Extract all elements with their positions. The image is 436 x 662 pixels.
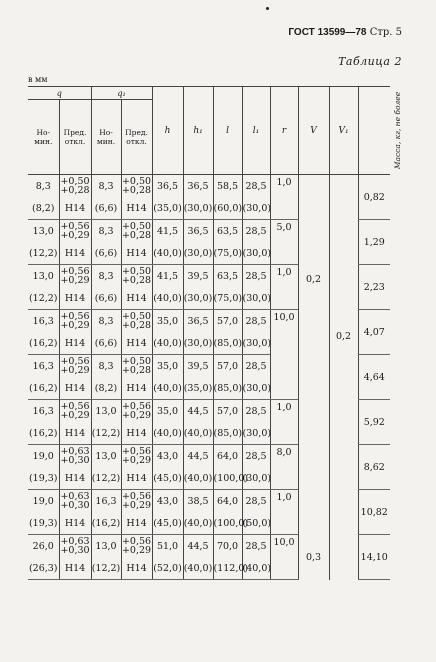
cell-l1: (30,0) [242,467,270,490]
col-q1-nom [91,100,121,175]
cell-qn: (12,2) [28,287,59,310]
cell-qn: 16,3 [32,405,54,417]
cell-q1p: +0,56 +0,29 [121,446,152,466]
cell-h1: (30,0) [183,332,213,355]
cell-q1p: +0,50 +0,28 [121,221,152,241]
col-q1-pred [121,100,152,175]
page-dot [266,7,269,10]
cell-qn: (16,2) [28,332,59,355]
cell-qp: +0,56 +0,29 [60,266,90,286]
cell-l1: 28,5 [242,535,270,558]
cell-q1n: (8,2) [91,377,121,400]
cell-qp: H14 [59,377,91,400]
cell-q1n: 8,3 [91,355,121,378]
cell-h: 35,0 [152,400,183,423]
cell-q1n: (12,2) [91,467,121,490]
cell-v: 0,2 [298,175,329,535]
col-q-pred-label: Пред. откл. [63,128,87,146]
cell-l1: 28,5 [242,400,270,423]
cell-h1: 36,5 [183,220,213,243]
cell-l1: 28,5 [242,220,270,243]
cell-h: (40,0) [152,332,183,355]
cell-qn: 16,3 [32,315,54,327]
cell-h1: 36,5 [183,175,213,198]
cell-l: 58,5 [213,175,242,198]
cell-l1: (30,0) [242,287,270,310]
cell-qp: H14 [59,287,91,310]
cell-l: (60,0) [213,197,242,220]
cell-q1p: +0,50 +0,28 [121,311,152,331]
cell-l1: (30,0) [242,422,270,445]
cell-qp: H14 [59,467,91,490]
cell-l: (85,0) [213,332,242,355]
cell-qn: (19,3) [28,512,59,535]
cell-l1: 28,5 [242,445,270,468]
cell-h: (52,0) [152,557,183,580]
cell-r: 8,0 [270,445,298,490]
cell-qp: +0,63 +0,30 [60,536,90,556]
cell-r: 1,0 [270,265,298,310]
page-header [288,27,402,38]
cell-l: (75,0) [213,242,242,265]
col-v: V [298,87,329,175]
cell-h1: (40,0) [183,512,213,535]
cell-qn: (19,3) [28,467,59,490]
cell-mass: 8,62 [358,445,390,490]
cell-q1p: +0,56 +0,29 [121,536,152,556]
cell-h: 36,5 [152,175,183,198]
cell-qn: 13,0 [32,225,54,237]
cell-qp: H14 [59,332,91,355]
cell-h1: (30,0) [183,287,213,310]
cell-q1p: +0,50 +0,28 [121,266,152,286]
cell-q1n: (6,6) [91,197,121,220]
cell-l: 57,0 [213,400,242,423]
cell-q1p: H14 [121,467,152,490]
cell-h1: 38,5 [183,490,213,513]
col-q1-pred-label: Пред. откл. [125,128,148,146]
cell-mass: 14,10 [358,535,390,580]
cell-l: (85,0) [213,377,242,400]
cell-qp: +0,63 +0,30 [60,446,90,466]
cell-h1: (40,0) [183,422,213,445]
cell-qn: (8,2) [28,197,59,220]
cell-q1p: +0,50 +0,28 [121,356,152,376]
cell-qn: (16,2) [28,422,59,445]
cell-q1p: H14 [121,512,152,535]
cell-l1: 28,5 [242,175,270,198]
cell-mass: 5,92 [358,400,390,445]
cell-qp: +0,63 +0,30 [60,491,90,511]
cell-l: (85,0) [213,422,242,445]
cell-l1: (30,0) [242,242,270,265]
col-q: q [28,87,91,100]
cell-q1n: (6,6) [91,242,121,265]
cell-q1n: (6,6) [91,287,121,310]
cell-q1n: 8,3 [91,175,121,198]
cell-l1: (30,0) [242,332,270,355]
cell-q1n: 13,0 [91,445,121,468]
units-label: в мм [28,75,48,84]
cell-qn: (26,3) [28,557,59,580]
col-l: l [213,87,242,175]
cell-h1: (30,0) [183,242,213,265]
cell-l1: (30,0) [242,377,270,400]
cell-qn: 19,0 [32,495,54,507]
cell-q1n: 13,0 [91,400,121,423]
cell-l1: (40,0) [242,557,270,580]
cell-l: 63,5 [213,265,242,288]
cell-l: 64,0 [213,445,242,468]
cell-qp: +0,56 +0,29 [60,401,90,421]
cell-h: 41,5 [152,220,183,243]
cell-q1n: (12,2) [91,557,121,580]
cell-l1: 28,5 [242,355,270,378]
cell-r: 10,0 [270,535,298,580]
cell-l: 57,0 [213,355,242,378]
cell-h1: 44,5 [183,445,213,468]
cell-r: 1,0 [270,400,298,445]
dimensions-table [28,86,402,580]
cell-h1: 39,5 [183,265,213,288]
col-q-pred [59,100,91,175]
cell-h: 51,0 [152,535,183,558]
cell-q1p: H14 [121,242,152,265]
cell-q1n: 13,0 [91,535,121,558]
table-body [28,175,390,580]
cell-mass: 4,64 [358,355,390,400]
cell-q1p: H14 [121,557,152,580]
cell-h: 43,0 [152,445,183,468]
cell-l1: 28,5 [242,265,270,288]
cell-qp: +0,50 +0,28 [60,176,90,196]
col-l1: l₁ [242,87,270,175]
cell-q1p: H14 [121,287,152,310]
cell-mass: 4,07 [358,310,390,355]
cell-l: (75,0) [213,287,242,310]
cell-l1: 28,5 [242,490,270,513]
cell-h1: 44,5 [183,535,213,558]
cell-h: 35,0 [152,355,183,378]
cell-qn: 19,0 [32,450,54,462]
cell-l1: (30,0) [242,197,270,220]
cell-l: (100,0) [213,467,242,490]
cell-h: (45,0) [152,512,183,535]
cell-q1p: H14 [121,422,152,445]
cell-q1p: H14 [121,197,152,220]
cell-v: 0,3 [298,535,329,580]
cell-h1: 39,5 [183,355,213,378]
cell-r: 1,0 [270,175,298,220]
cell-l1: (50,0) [242,512,270,535]
cell-h: (40,0) [152,287,183,310]
cell-v1: 0,2 [329,175,358,580]
cell-h1: (40,0) [183,557,213,580]
col-r: r [270,87,298,175]
cell-h: (40,0) [152,377,183,400]
cell-qp: H14 [59,242,91,265]
cell-l: 64,0 [213,490,242,513]
cell-h: (35,0) [152,197,183,220]
cell-qn: 16,3 [32,360,54,372]
cell-l1: 28,5 [242,310,270,333]
cell-mass: 1,29 [358,220,390,265]
cell-l: 70,0 [213,535,242,558]
cell-q1p: +0,56 +0,29 [121,491,152,511]
col-h1: h₁ [183,87,213,175]
cell-mass: 2,23 [358,265,390,310]
cell-r: 5,0 [270,220,298,265]
cell-h1: (30,0) [183,197,213,220]
cell-h: 41,5 [152,265,183,288]
cell-q1n: (16,2) [91,512,121,535]
cell-r: 1,0 [270,490,298,535]
cell-h: (40,0) [152,242,183,265]
cell-l: 57,0 [213,310,242,333]
col-q-nom [28,100,59,175]
cell-l: (112,0) [213,557,242,580]
col-mass [358,87,402,175]
col-q1-nom-label: Но- мин. [96,128,116,146]
cell-l: 63,5 [213,220,242,243]
cell-qp: +0,56 +0,29 [60,311,90,331]
cell-qn: 8,3 [35,180,51,192]
cell-qp: H14 [59,512,91,535]
col-q1: q₁ [91,87,152,100]
cell-q1p: +0,50 +0,28 [121,176,152,196]
cell-q1n: 8,3 [91,265,121,288]
cell-qn: (12,2) [28,242,59,265]
gost-number: ГОСТ 13599—78 [288,27,367,38]
cell-mass: 0,82 [358,175,390,220]
cell-r: 10,0 [270,310,298,400]
cell-q1n: (12,2) [91,422,121,445]
cell-qn: 13,0 [32,270,54,282]
table-title: Таблица 2 [338,55,402,68]
cell-h: 35,0 [152,310,183,333]
cell-qn: (16,2) [28,377,59,400]
cell-qp: +0,56 +0,29 [60,221,90,241]
cell-mass: 10,82 [358,490,390,535]
cell-q1n: 8,3 [91,310,121,333]
cell-q1p: H14 [121,377,152,400]
cell-q1n: 16,3 [91,490,121,513]
cell-qp: H14 [59,557,91,580]
table-row [28,175,390,198]
cell-qn: 26,0 [32,540,54,552]
col-v1: V₁ [329,87,358,175]
col-q-nom-label: Но- мин. [34,128,53,146]
cell-h1: (40,0) [183,467,213,490]
cell-q1p: +0,56 +0,29 [121,401,152,421]
col-h: h [152,87,183,175]
cell-q1n: 8,3 [91,220,121,243]
cell-qp: H14 [59,422,91,445]
cell-h: 43,0 [152,490,183,513]
cell-qp: H14 [59,197,91,220]
cell-h1: (35,0) [183,377,213,400]
cell-l: (100,0) [213,512,242,535]
cell-h: (40,0) [152,422,183,445]
cell-h: (45,0) [152,467,183,490]
cell-qp: +0,56 +0,29 [60,356,90,376]
page-number: Стр. 5 [369,27,402,38]
cell-h1: 44,5 [183,400,213,423]
col-mass-label: Масса, кг, не более [392,91,402,170]
cell-h1: 36,5 [183,310,213,333]
cell-q1n: (6,6) [91,332,121,355]
cell-q1p: H14 [121,332,152,355]
